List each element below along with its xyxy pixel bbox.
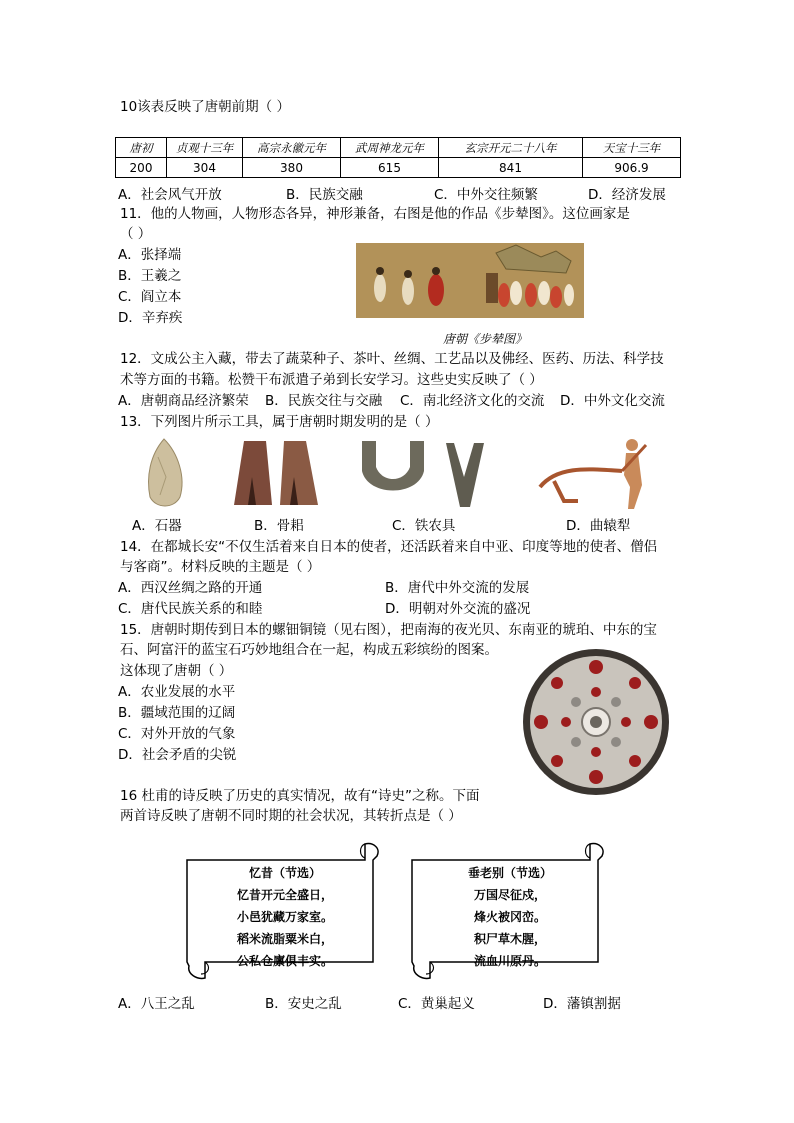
q10-option-d[interactable]: D．经济发展 — [588, 187, 666, 203]
table-cell: 380 — [243, 158, 341, 178]
q13-option-c[interactable]: C．铁农具 — [392, 518, 456, 534]
q13-stem: 13．下列图片所示工具，属于唐朝时期发明的是（ ） — [120, 414, 439, 430]
q13-option-d[interactable]: D．曲辕犁 — [566, 518, 631, 534]
poem-1-line: 忆昔开元全盛日， — [236, 888, 333, 902]
iron-tools-image — [358, 437, 493, 509]
table-cell: 304 — [167, 158, 243, 178]
q16-option-c[interactable]: C．黄巢起义 — [398, 996, 475, 1012]
table-cell: 200 — [116, 158, 167, 178]
poem-2-line: 流血川原丹。 — [473, 954, 546, 968]
q12-stem-cont: 术等方面的书籍。松赞干布派遣子弟到长安学习。这些史实反映了（ ） — [120, 372, 543, 388]
q15-option-b[interactable]: B．疆域范围的辽阔 — [118, 705, 236, 721]
table-header-cell: 高宗永徽元年 — [243, 138, 341, 158]
q14-option-a[interactable]: A．西汉丝绸之路的开通 — [118, 580, 263, 596]
poem-1-line: 小邑犹藏万家室。 — [236, 910, 333, 924]
q10-option-b[interactable]: B．民族交融 — [286, 187, 363, 203]
plough-image — [534, 435, 658, 511]
q14-stem-cont: 与客商”。材料反映的主题是（ ） — [120, 559, 321, 575]
q15-stem-cont2: 这体现了唐朝（ ） — [120, 663, 233, 679]
table-header-cell: 贞观十三年 — [167, 138, 243, 158]
q15-option-c[interactable]: C．对外开放的气象 — [118, 726, 236, 742]
q10-option-a[interactable]: A．社会风气开放 — [118, 187, 222, 203]
q14-option-c[interactable]: C．唐代民族关系的和睦 — [118, 601, 263, 617]
q16-option-a[interactable]: A．八王之乱 — [118, 996, 195, 1012]
q12-option-a[interactable]: A．唐朝商品经济繁荣 — [118, 393, 249, 409]
q11-option-c[interactable]: C．阎立本 — [118, 289, 182, 305]
q15-stem-cont: 石、阿富汗的蓝宝石巧妙地组合在一起，构成五彩缤纷的图案。 — [120, 642, 498, 658]
stone-tool-image — [142, 437, 188, 511]
q10-table — [115, 137, 681, 178]
q15-stem: 15．唐朝时期传到日本的螺钿铜镜（见右图），把南海的夜光贝、东南亚的琥珀、中东的宝 — [120, 622, 657, 638]
table-row — [116, 158, 681, 178]
q15-option-d[interactable]: D．社会矛盾的尖锐 — [118, 747, 237, 763]
bone-tool-image — [232, 437, 322, 509]
q11-option-a[interactable]: A．张择端 — [118, 247, 182, 263]
painting-image — [356, 243, 584, 318]
bronze-mirror-image — [521, 647, 671, 797]
poem-1-title: 忆昔（节选） — [248, 866, 321, 880]
poem-1-line: 公私仓廪俱丰实。 — [236, 954, 333, 968]
q12-option-d[interactable]: D．中外文化交流 — [560, 393, 665, 409]
q16-stem: 16 杜甫的诗反映了历史的真实情况，故有“诗史”之称。下面 — [120, 788, 480, 804]
table-header-cell: 天宝十三年 — [583, 138, 681, 158]
q13-option-a[interactable]: A．石器 — [132, 518, 182, 534]
q14-option-b[interactable]: B．唐代中外交流的发展 — [385, 580, 530, 596]
q12-option-b[interactable]: B．民族交往与交融 — [265, 393, 383, 409]
poem-2-title: 垂老别（节选） — [467, 866, 552, 880]
poem-2-line: 烽火被冈峦。 — [473, 910, 546, 924]
q12-stem: 12．文成公主入藏，带去了蔬菜种子、茶叶、丝绸、工艺品以及佛经、医药、历法、科学技 — [120, 351, 664, 367]
q14-stem: 14．在都城长安“不仅生活着来自日本的使者，还活跃着来自中亚、印度等地的使者、僧侣 — [120, 539, 658, 555]
poem-2-line: 积尸草木腥， — [473, 932, 546, 946]
table-cell: 906.9 — [583, 158, 681, 178]
poem-2-line: 万国尽征戍， — [473, 888, 546, 902]
q11-option-b[interactable]: B．王羲之 — [118, 268, 182, 284]
table-cell: 615 — [341, 158, 439, 178]
painting-caption: 唐朝《步辇图》 — [443, 332, 528, 346]
table-cell: 841 — [439, 158, 583, 178]
q14-option-d[interactable]: D．明朝对外交流的盛况 — [385, 601, 531, 617]
poem-1-line: 稻米流脂粟米白， — [236, 932, 333, 946]
q10-stem: 10该表反映了唐朝前期（ ） — [120, 99, 290, 115]
q16-stem-cont: 两首诗反映了唐朝不同时期的社会状况，其转折点是（ ） — [120, 808, 462, 824]
table-header-cell: 武周神龙元年 — [341, 138, 439, 158]
q12-option-c[interactable]: C．南北经济文化的交流 — [400, 393, 545, 409]
table-header-cell: 玄宗开元二十八年 — [439, 138, 583, 158]
q11-option-d[interactable]: D．辛弃疾 — [118, 310, 183, 326]
q11-stem-cont: （ ） — [120, 226, 152, 242]
table-header-cell: 唐初 — [116, 138, 167, 158]
q16-option-b[interactable]: B．安史之乱 — [265, 996, 342, 1012]
table-header-row — [116, 138, 681, 158]
q11-stem: 11．他的人物画，人物形态各异，神形兼备，右图是他的作品《步辇图》。这位画家是 — [120, 206, 630, 222]
q13-option-b[interactable]: B．骨耜 — [254, 518, 304, 534]
poem-scroll-2 — [408, 840, 608, 982]
poem-scroll-1 — [183, 840, 385, 982]
q16-option-d[interactable]: D．藩镇割据 — [543, 996, 621, 1012]
q10-option-c[interactable]: C．中外交往频繁 — [434, 187, 538, 203]
q15-option-a[interactable]: A．农业发展的水平 — [118, 684, 236, 700]
